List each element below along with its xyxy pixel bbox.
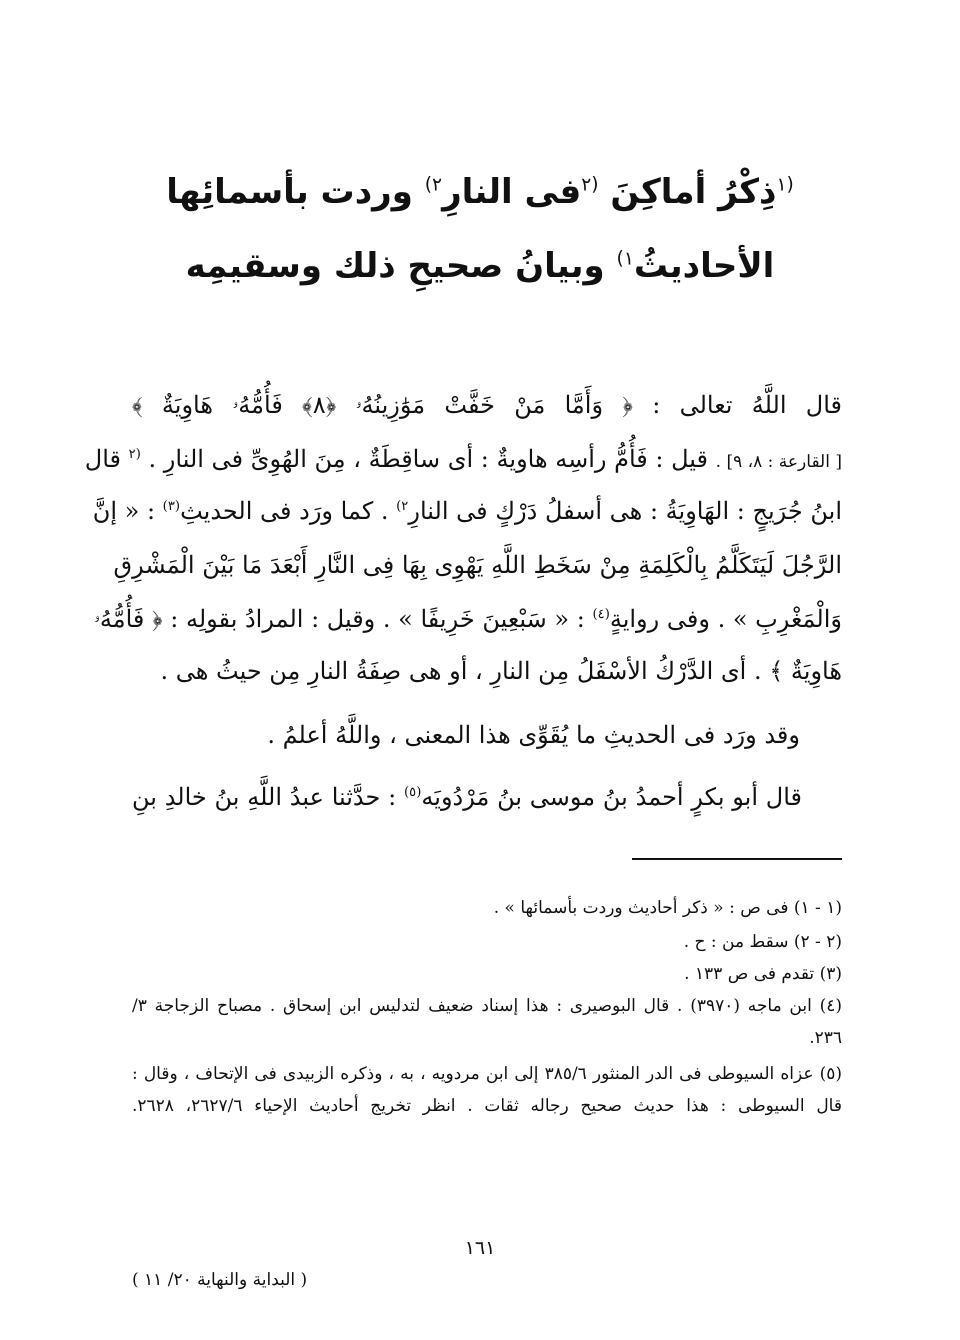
footnote-marker: (٢	[128, 447, 141, 462]
footnote-text: (٤) ابن ماجه (٣٩٧٠) . قال البوصيرى : هذا إسناد ضعيف لتدليس ابن إسحاق . مصباح الزجاجة ٣/	[132, 996, 842, 1016]
title-text: فى النارِ	[442, 172, 582, 212]
quran-reference: [ القارعة : ٨، ٩] .	[715, 452, 842, 472]
footnote-marker: (٥)	[403, 785, 422, 800]
footnote-4-continued	[132, 1026, 842, 1050]
footnote-marker: ٢)	[424, 174, 443, 196]
body-paragraph-2	[132, 718, 800, 752]
body-paragraph-3	[132, 780, 842, 814]
body-text: . كما ورَد فى الحديثِ	[180, 497, 389, 525]
footnote-text: (١ - ١) فى ص : « ذكر أحاديث وردت بأسمائها » .	[493, 898, 842, 918]
body-line-1	[132, 388, 842, 422]
footnote-2	[132, 930, 842, 954]
running-footer: ( البداية والنهاية ٢٠/ ١١ )	[132, 1270, 308, 1290]
footnote-1	[132, 896, 842, 920]
body-line-4	[113, 548, 842, 582]
footnote-text: (٣) تقدم فى ص ١٣٣ .	[684, 964, 842, 984]
footnote-marker: ٢)	[396, 499, 409, 514]
body-text: : « إنَّ	[92, 497, 156, 525]
chapter-title-line-1	[120, 170, 840, 214]
footnote-marker: ١)	[616, 248, 634, 270]
body-text: وَالْمَغْرِبِ » . وفى روايةٍ	[609, 605, 842, 633]
body-line-2	[84, 442, 842, 479]
body-text: قيل : فَأُمُّ رأسِه هاويةٌ : أى ساقِطَةٌ ، مِنَ الهُوِىِّ فى النارِ .	[148, 445, 708, 473]
body-line-5	[93, 602, 842, 636]
footnote-marker: (٤)	[592, 607, 610, 622]
body-text: : « سَبْعِينَ خَرِيفًا » . وقيل : المرادُ بقولِه : ﴿ فَأُمُّهُۥ	[93, 605, 585, 633]
body-text: : حدَّثنا عبدُ اللَّهِ بنُ خالدِ بنِ	[132, 783, 397, 811]
body-text: قال	[84, 445, 122, 473]
footnote-marker: (٣)	[162, 499, 181, 514]
body-text: ابنُ جُرَيجٍ : الهَاوِيَةُ : هى أسفلُ دَرْكٍ فى النارِ	[408, 497, 842, 525]
body-text: هَاوِيَةٌ ﴾ . أى الدَّرْكُ الأسْفَلُ مِن النارِ ، أو هى صِفَةُ النارِ مِن حيثُ هى .	[160, 657, 842, 685]
footnote-4	[132, 994, 842, 1018]
footnote-marker: (٢	[581, 174, 599, 196]
footnote-5-continued	[132, 1094, 842, 1118]
footnote-text: (٥) عزاه السيوطى فى الدر المنثور ٣٨٥/٦ إلى ابن مردويه ، به ، وذكره الزبيدى فى الإتحاف ، وقال :	[132, 1064, 843, 1084]
footnote-text: ٢٣٦.	[809, 1028, 842, 1048]
footnote-marker: (١	[776, 174, 794, 196]
body-text: وقد ورَد فى الحديثِ ما يُقَوِّى هذا المعنى ، واللَّهُ أعلمُ .	[267, 721, 800, 749]
footnote-text: قال السيوطى : هذا حديث صحيح رجاله ثقات . انظر تخريج أحاديث الإحياء ٢٦٢٧/٦، ٢٦٢٨.	[132, 1096, 842, 1116]
hadith-text: الرَّجُلَ لَيَتَكَلَّمُ بِالْكَلِمَةِ مِنْ سَخَطِ اللَّهِ يَهْوِى بِهَا فِى النَّارِ أَبْعَدَ مَا بَيْنَ الْمَشْرِقِ	[113, 551, 842, 579]
body-text: قال اللَّهُ تعالى : ﴿ وَأَمَّا مَنْ خَفَّتْ مَوَٰزِينُهُۥ ﴿٨﴾ فَأُمُّهُۥ هَاوِيَةٌ ﴾	[132, 391, 843, 419]
body-line-6	[132, 654, 842, 688]
page-number: ١٦١	[464, 1237, 496, 1259]
title-text: الأحاديثُ	[633, 246, 775, 286]
chapter-title-line-2	[120, 244, 840, 288]
title-text: وبيانُ صحيحِ ذلك وسقيمِه	[185, 246, 605, 286]
body-line-3	[92, 494, 842, 528]
footnote-5	[132, 1062, 842, 1086]
footnote-separator	[632, 858, 842, 860]
body-text: قال أبو بكرٍ أحمدُ بنُ موسى بنُ مَرْدُويَه	[421, 783, 802, 811]
footnote-3	[132, 962, 842, 986]
title-text: وردت بأسمائِها	[166, 172, 413, 212]
title-text: ذِكْرُ أماكِنَ	[610, 172, 777, 212]
footnote-text: (٢ - ٢) سقط من : ح .	[683, 932, 842, 952]
